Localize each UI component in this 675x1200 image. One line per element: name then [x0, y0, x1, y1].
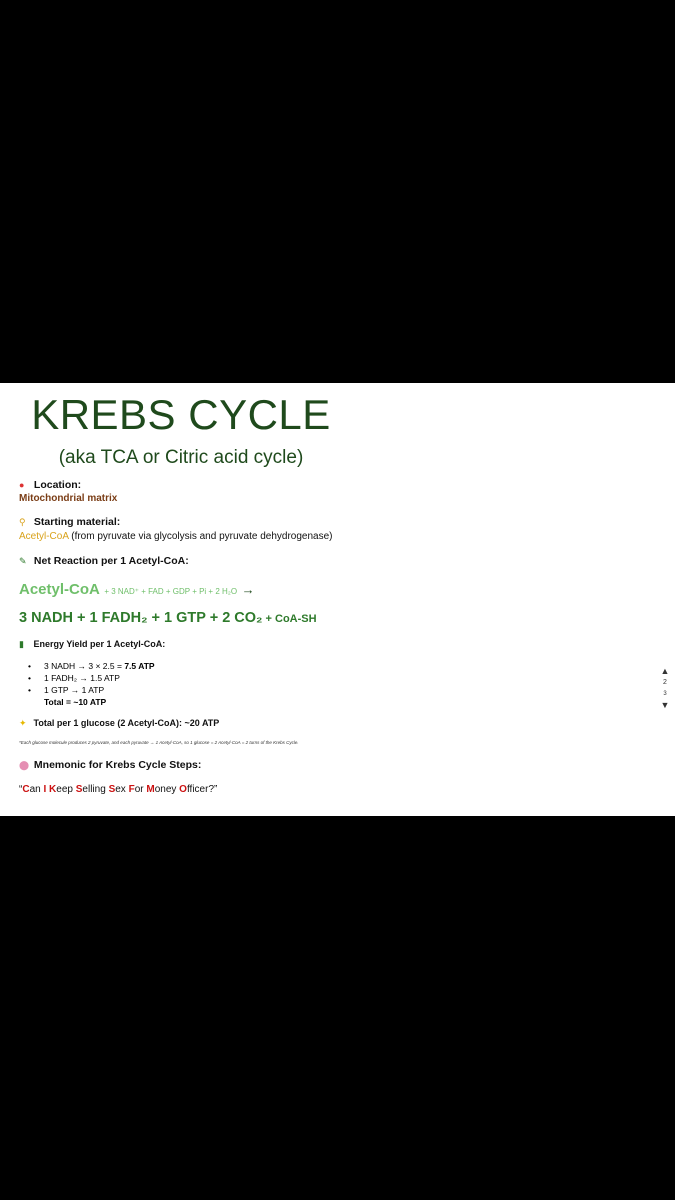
- glucose-total-heading: [19, 718, 219, 729]
- mnemonic-heading: [19, 759, 201, 771]
- starting-value-line: [19, 531, 333, 542]
- slide-title: KREBS CYCLE: [31, 391, 331, 438]
- reaction-products: [19, 610, 317, 626]
- net-reaction-label: Net Reaction per 1 Acetyl-CoA:: [33, 555, 189, 567]
- energy-list: [28, 660, 155, 696]
- list-item: • 1 GTP → 1 ATP: [28, 684, 155, 696]
- list-item: • 3 NADH → 3 × 2.5 = 7.5 ATP: [28, 660, 155, 672]
- energy-total: Total = ~10 ATP: [44, 697, 107, 707]
- lightning-icon: ✦: [19, 718, 27, 728]
- energy-heading: [19, 639, 165, 650]
- energy-label: Energy Yield per 1 Acetyl-CoA:: [33, 639, 166, 649]
- reaction-arrow: →: [241, 582, 255, 597]
- battery-icon: ▮: [19, 639, 24, 649]
- brain-icon: ⬤: [19, 760, 30, 770]
- products-main: 3 NADH + 1 FADH₂ + 1 GTP + 2 CO₂: [19, 610, 263, 626]
- page-navigator: [656, 665, 674, 711]
- list-item: • 1 FADH₂ → 1.5 ATP: [28, 672, 155, 684]
- current-page-number[interactable]: 2: [663, 679, 667, 686]
- slide-subtitle: (aka TCA or Citric acid cycle): [58, 447, 304, 468]
- location-value-line: [19, 493, 117, 504]
- reaction-reactants: [19, 581, 255, 599]
- key-icon: ⚲: [19, 517, 26, 527]
- mnemonic-phrase: “Can I Keep Selling Sex For Money Officer?”: [19, 784, 218, 795]
- caret-up-icon[interactable]: ▲: [660, 666, 670, 676]
- starting-highlight: Acetyl-CoA: [19, 531, 69, 542]
- footnote: *Each glucose molecule produces 2 pyruvate, and each pyruvate → 1 Acetyl-CoA, so 1 glucose = 2 Acetyl-CoA = 2 turns of the Krebs Cycle.: [19, 740, 299, 745]
- reactant-main: Acetyl-CoA: [19, 581, 100, 598]
- starting-rest: (from pyruvate via glycolysis and pyruvate dehydrogenase): [68, 531, 333, 542]
- location-label: Location:: [33, 479, 82, 491]
- location-value: Mitochondrial matrix: [19, 493, 118, 504]
- next-page-number[interactable]: 3: [663, 691, 667, 697]
- net-reaction-heading: [19, 555, 189, 567]
- glucose-total-label: Total per 1 glucose (2 Acetyl-CoA): ~20 ATP: [33, 718, 220, 728]
- starting-heading: [19, 516, 120, 528]
- pin-icon: ●: [19, 480, 25, 490]
- reactant-rest: + 3 NAD⁺ + FAD + GDP + Pi + 2 H₂O: [104, 587, 238, 596]
- slide: [0, 383, 675, 816]
- location-heading: [19, 479, 81, 491]
- pencil-icon: ✎: [19, 556, 27, 566]
- starting-label: Starting material:: [33, 516, 121, 528]
- caret-down-icon[interactable]: ▼: [660, 700, 670, 710]
- products-tail: + CoA-SH: [262, 613, 317, 625]
- mnemonic-label: Mnemonic for Krebs Cycle Steps:: [33, 759, 202, 771]
